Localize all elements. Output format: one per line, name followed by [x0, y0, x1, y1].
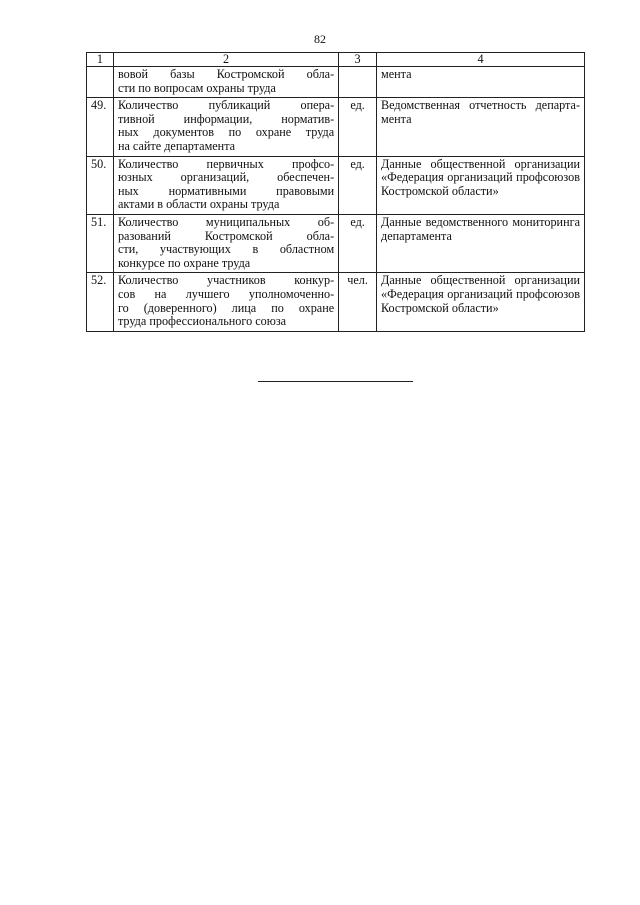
table-row	[87, 214, 585, 272]
end-of-document-rule	[258, 381, 413, 382]
source-line: мента	[381, 111, 412, 126]
description-line: актами в области охраны труда	[117, 197, 280, 212]
table-row	[87, 156, 585, 214]
source-cell	[377, 214, 585, 272]
row-number-cell	[87, 67, 114, 98]
source-line: Данные общественной организации	[381, 156, 580, 171]
description-line: Количество муниципальных об-	[117, 214, 335, 229]
source-line: департамента	[381, 228, 452, 243]
description-line: ных нормативными правовыми	[117, 183, 335, 198]
description-line: го (доверенного) лица по охране	[117, 300, 335, 315]
unit-cell	[339, 67, 377, 98]
description-line: труда профессионального союза	[117, 314, 287, 329]
row-number-cell: 52.	[87, 273, 114, 331]
source-cell	[377, 67, 585, 98]
column-header-3: 3	[339, 53, 377, 67]
source-cell	[377, 273, 585, 331]
source-cell	[377, 156, 585, 214]
description-cell	[113, 273, 338, 331]
unit-cell: ед.	[339, 98, 377, 156]
description-line: конкурсе по охране труда	[117, 255, 251, 270]
description-line: на сайте департамента	[117, 138, 236, 153]
source-line: «Федерация организаций профсоюзов	[381, 170, 580, 185]
table-row	[87, 273, 585, 331]
column-header-1: 1	[87, 53, 114, 67]
table-header-row	[87, 53, 585, 67]
description-cell	[113, 214, 338, 272]
column-header-2: 2	[113, 53, 338, 67]
description-line: юзных организаций, обеспечен-	[117, 170, 335, 185]
description-line: тивной информации, норматив-	[117, 111, 335, 126]
unit-cell: чел.	[339, 273, 377, 331]
page-number: 82	[314, 32, 326, 46]
description-cell	[113, 156, 338, 214]
table-row-continuation	[87, 67, 585, 98]
source-line: «Федерация организаций профсоюзов	[381, 286, 580, 301]
description-line: вовой базы Костромской обла-	[117, 67, 335, 81]
description-line: Количество публикаций опера-	[117, 98, 335, 113]
description-line: Количество первичных профсо-	[117, 156, 335, 171]
source-line: мента	[381, 67, 412, 81]
table-row	[87, 98, 585, 156]
description-cell	[113, 98, 338, 156]
description-cell	[113, 67, 338, 98]
row-number-cell: 49.	[87, 98, 114, 156]
unit-cell: ед.	[339, 214, 377, 272]
unit-cell: ед.	[339, 156, 377, 214]
source-cell	[377, 98, 585, 156]
description-line: Количество участников конкур-	[117, 273, 335, 288]
row-number-cell: 51.	[87, 214, 114, 272]
source-line: Ведомственная отчетность департа-	[381, 98, 580, 113]
source-line: Костромской области»	[381, 300, 499, 315]
source-line: Костромской области»	[381, 183, 499, 198]
indicators-table	[86, 52, 585, 332]
description-line: сти по вопросам охраны труда	[117, 80, 276, 95]
source-line: Данные общественной организации	[381, 273, 580, 288]
description-line: разований Костромской обла-	[117, 228, 335, 243]
description-line: ных документов по охране труда	[117, 125, 335, 140]
row-number-cell: 50.	[87, 156, 114, 214]
column-header-4: 4	[377, 53, 585, 67]
source-line: Данные ведомственного мониторинга	[381, 214, 580, 229]
description-line: сов на лучшего уполномоченно-	[117, 286, 335, 301]
description-line: сти, участвующих в областном	[117, 242, 335, 257]
